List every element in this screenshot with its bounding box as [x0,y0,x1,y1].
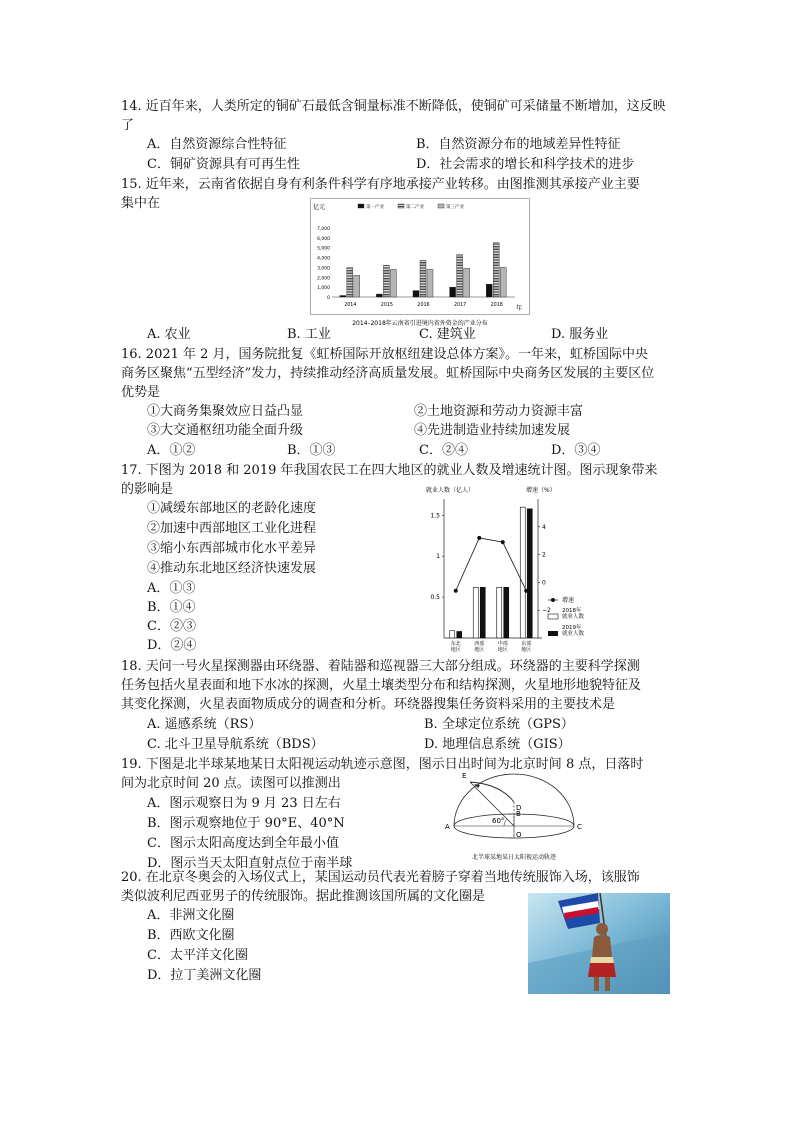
legend-swatch [358,204,364,208]
legend-label: 第一产业 [366,205,384,210]
q14-option-a: A．自然资源综合性特征 [147,137,287,152]
growth-point [501,540,505,544]
bar-2018 [473,587,478,638]
q20-option-c: C．太平洋文化圈 [147,948,248,963]
q17-item-3: ③缩小东西部城市化水平差异 [147,541,317,556]
chart-x-unit: 年 [516,305,523,312]
legend-swatch [438,204,444,208]
angle-arc [504,819,507,826]
x-tick-label: 2015 [380,303,394,308]
x-tick-label: 地区 [521,647,532,653]
q17-option-d: D．②④ [147,638,197,653]
x-tick-label: 地区 [497,647,508,653]
bar [420,261,426,297]
q16-item-2: ②土地资源和劳动力资源丰富 [414,404,584,419]
q16-stem-line2: 商务区聚焦“五型经济”发力，持续推动经济高质量发展。虹桥国际中央商务区发展的主要区位 [121,366,655,381]
x-tick-label: 中部 [497,641,508,647]
q14-option-d: D．社会需求的增长和科学技术的进步 [416,157,635,172]
q20-option-b: B．西欧文化圈 [147,928,235,943]
q17-option-a: A．①③ [147,581,196,596]
chart-y-unit: 亿元 [313,204,326,211]
x-tick-label: 东部 [521,641,532,647]
legend-swatch [398,204,404,208]
x-tick-label: 地区 [474,647,485,653]
bar-2019 [457,631,462,638]
y-tick-label: 4,000 [317,256,330,262]
q18-stem-line1: 18. 天问一号火星探测器由环绕器、着陆器和巡视器三大部分组成。环绕器的主要科学探测 [121,659,640,674]
q15-stem-line2: 集中在 [121,196,161,211]
bar [390,269,396,297]
q19-option-d: D．图示当天太阳直射点位于南半球 [147,856,353,871]
bar [383,265,389,297]
q17-option-b: B．①④ [147,600,196,615]
y-tick-label: 1,000 [317,286,330,292]
diagram-caption: 北半球某地某日太阳视运动轨迹 [471,854,557,861]
x-tick-label: 地区 [450,647,461,653]
x-tick-label: 2016 [417,303,430,308]
q19-option-a: A．图示观察日为 9 月 23 日左右 [147,796,341,811]
y-tick-label: 3,000 [317,266,330,272]
growth-point [524,589,528,593]
q17-option-c: C．②③ [147,619,196,634]
q20-option-d: D．拉丁美洲文化圈 [147,968,262,983]
bar-2019 [480,587,485,638]
point-e-label: E [462,772,467,780]
point-a-label: A [445,823,450,831]
y-tick-label: 7,000 [317,227,330,232]
q14-option-b: B．自然资源分布的地域差异性特征 [416,137,621,152]
q17-item-2: ②加速中西部地区工业化进程 [147,521,317,536]
athlete-flagbearer-photo [528,893,670,994]
x-tick-label: 西部 [474,641,485,647]
q16-stem-line3: 优势是 [121,385,161,400]
q18-option-b: B. 全球定位系统（GPS） [424,717,574,732]
bar [347,267,353,297]
migrant-worker-chart [420,483,600,653]
growth-point [477,536,481,540]
q15-stem-line1: 15. 近年来，云南省依据自身有利条件科学有序地承接产业转移。由图推测其承接产业主要 [121,177,640,192]
chart-right-axis-title: 增速（%） [526,487,556,494]
industry-bar-chart [310,198,530,330]
growth-line [456,538,527,591]
right-tick-label: 0 [542,579,546,587]
legend-2018-swatch [548,614,558,619]
bar-2018 [450,631,455,638]
bar [427,269,433,297]
q15-option-b: B. 工业 [287,327,331,342]
y-tick-label: 6,000 [317,236,330,242]
q16-option-d: D．③④ [551,443,601,458]
q18-option-d: D. 地理信息系统（GIS） [424,737,571,752]
q19-stem-line2: 间为北京时间 20 点。读图可以推测出 [121,776,341,791]
q16-stem-line1: 16. 2021 年 2 月，国务院批复《虹桥国际开放枢纽建设总体方案》。一年来，虹桥国际中央 [121,347,649,362]
bar [457,255,463,297]
q16-option-a: A．①② [147,443,196,458]
q15-option-c: C. 建筑业 [419,327,476,342]
q14-stem-line1: 14. 近百年来，人类所定的铜矿石最低含铜量标准不断降低，使铜矿可采储量不断增加，这反映 [121,99,666,114]
point-d-label: D [516,804,522,812]
q16-item-1: ①大商务集聚效应日益凸显 [147,404,304,419]
q18-option-c: C. 北斗卫星导航系统（BDS） [147,737,324,752]
bar-2018 [520,507,525,638]
q14-stem-line2: 了 [121,118,135,133]
growth-point [454,589,458,593]
bar [340,296,346,297]
left-tick-label: 0.5 [430,594,440,602]
q16-item-3: ③大交通枢纽功能全面升级 [147,423,304,438]
q17-item-4: ④推动东北地区经济快速发展 [147,561,317,576]
x-tick-label: 2018 [490,303,503,308]
left-tick-label: 1.5 [430,512,440,520]
q20-stem-line2: 类似波利尼西亚男子的传统服饰。据此推测该国所属的文化圈是 [121,889,486,904]
q16-item-4: ④先进制造业持续加速发展 [414,423,571,438]
q16-option-b: B．①③ [287,443,336,458]
y-tick-label: 2,000 [317,276,330,282]
angle-label: 60° [492,817,505,825]
q15-option-a: A. 农业 [147,327,191,342]
path-arrow [474,784,480,788]
legend-label: 第三产业 [446,205,464,210]
q20-stem-line1: 20. 在北京冬奥会的入场仪式上，某国运动员代表光着膀子穿着当地传统服饰入场，该服饰 [121,870,640,885]
point-o-label: O [516,831,522,839]
bar [486,284,492,297]
sun-path-diagram [440,772,590,864]
right-tick-label: 2 [542,551,546,559]
y-tick-label: 0 [327,296,330,301]
bar [500,267,506,297]
bar-2019 [527,509,532,638]
q17-item-1: ①减缓东部地区的老龄化速度 [147,501,317,516]
legend-2018-label: 2018年就业人数 [562,608,585,620]
bar [413,291,419,297]
q18-stem-line2: 任务包括火星表面和地下水冰的探测，火星土壤类型分布和结构探测，火星地形地貌特征及 [121,678,642,693]
q15-option-d: D. 服务业 [551,327,609,342]
point-b-label: B [516,810,521,818]
x-tick-label: 2017 [453,303,467,308]
q17-stem-line2: 的影响是 [121,482,174,497]
bar-2019 [504,587,509,638]
legend-2019-swatch [548,631,558,636]
bar-2018 [497,587,502,638]
bar [464,268,470,297]
legend-speed-label: 增速 [562,597,575,604]
x-tick-label: 东北 [450,641,461,647]
q19-option-b: B．图示观察地位于 90°E、40°N [147,816,345,831]
left-tick-label: 1 [436,553,440,561]
x-tick-label: 2014 [344,303,357,308]
q18-option-a: A. 遥感系统（RS） [147,717,262,732]
legend-2019-label: 2019年就业人数 [562,625,585,637]
q17-stem-line1: 17. 下图为 2018 和 2019 年我国农民工在四大地区的就业人数及增速统计图。图示现象带来 [121,463,658,478]
bar [376,294,382,297]
q20-option-a: A．非洲文化圈 [147,908,235,923]
q19-stem-line1: 19. 下图是北半球某地某日太阳视运动轨迹示意图，图示日出时间为北京时间 8 点，日落时 [121,757,644,772]
right-tick-label: −2 [542,607,551,615]
point-c-label: C [577,823,582,831]
q14-option-c: C．铜矿资源具有可再生性 [147,157,300,172]
right-tick-label: 4 [542,523,546,531]
chart-left-axis-title: 就业人数（亿人） [426,487,475,494]
q18-stem-line3: 其变化探测，火星表面物质成分的调查和分析。环绕器搜集任务资料采用的主要技术是 [121,697,616,712]
bar [493,243,499,297]
y-tick-label: 5,000 [317,246,330,252]
q19-option-c: C．图示太阳高度达到全年最小值 [147,836,339,851]
chart-caption: 2014–2018年云南省引进境内省外资金的产业分布 [352,320,488,327]
bar [450,287,456,297]
bar [354,275,360,297]
q16-option-c: C．②④ [419,443,468,458]
legend-label: 第二产业 [406,205,424,210]
